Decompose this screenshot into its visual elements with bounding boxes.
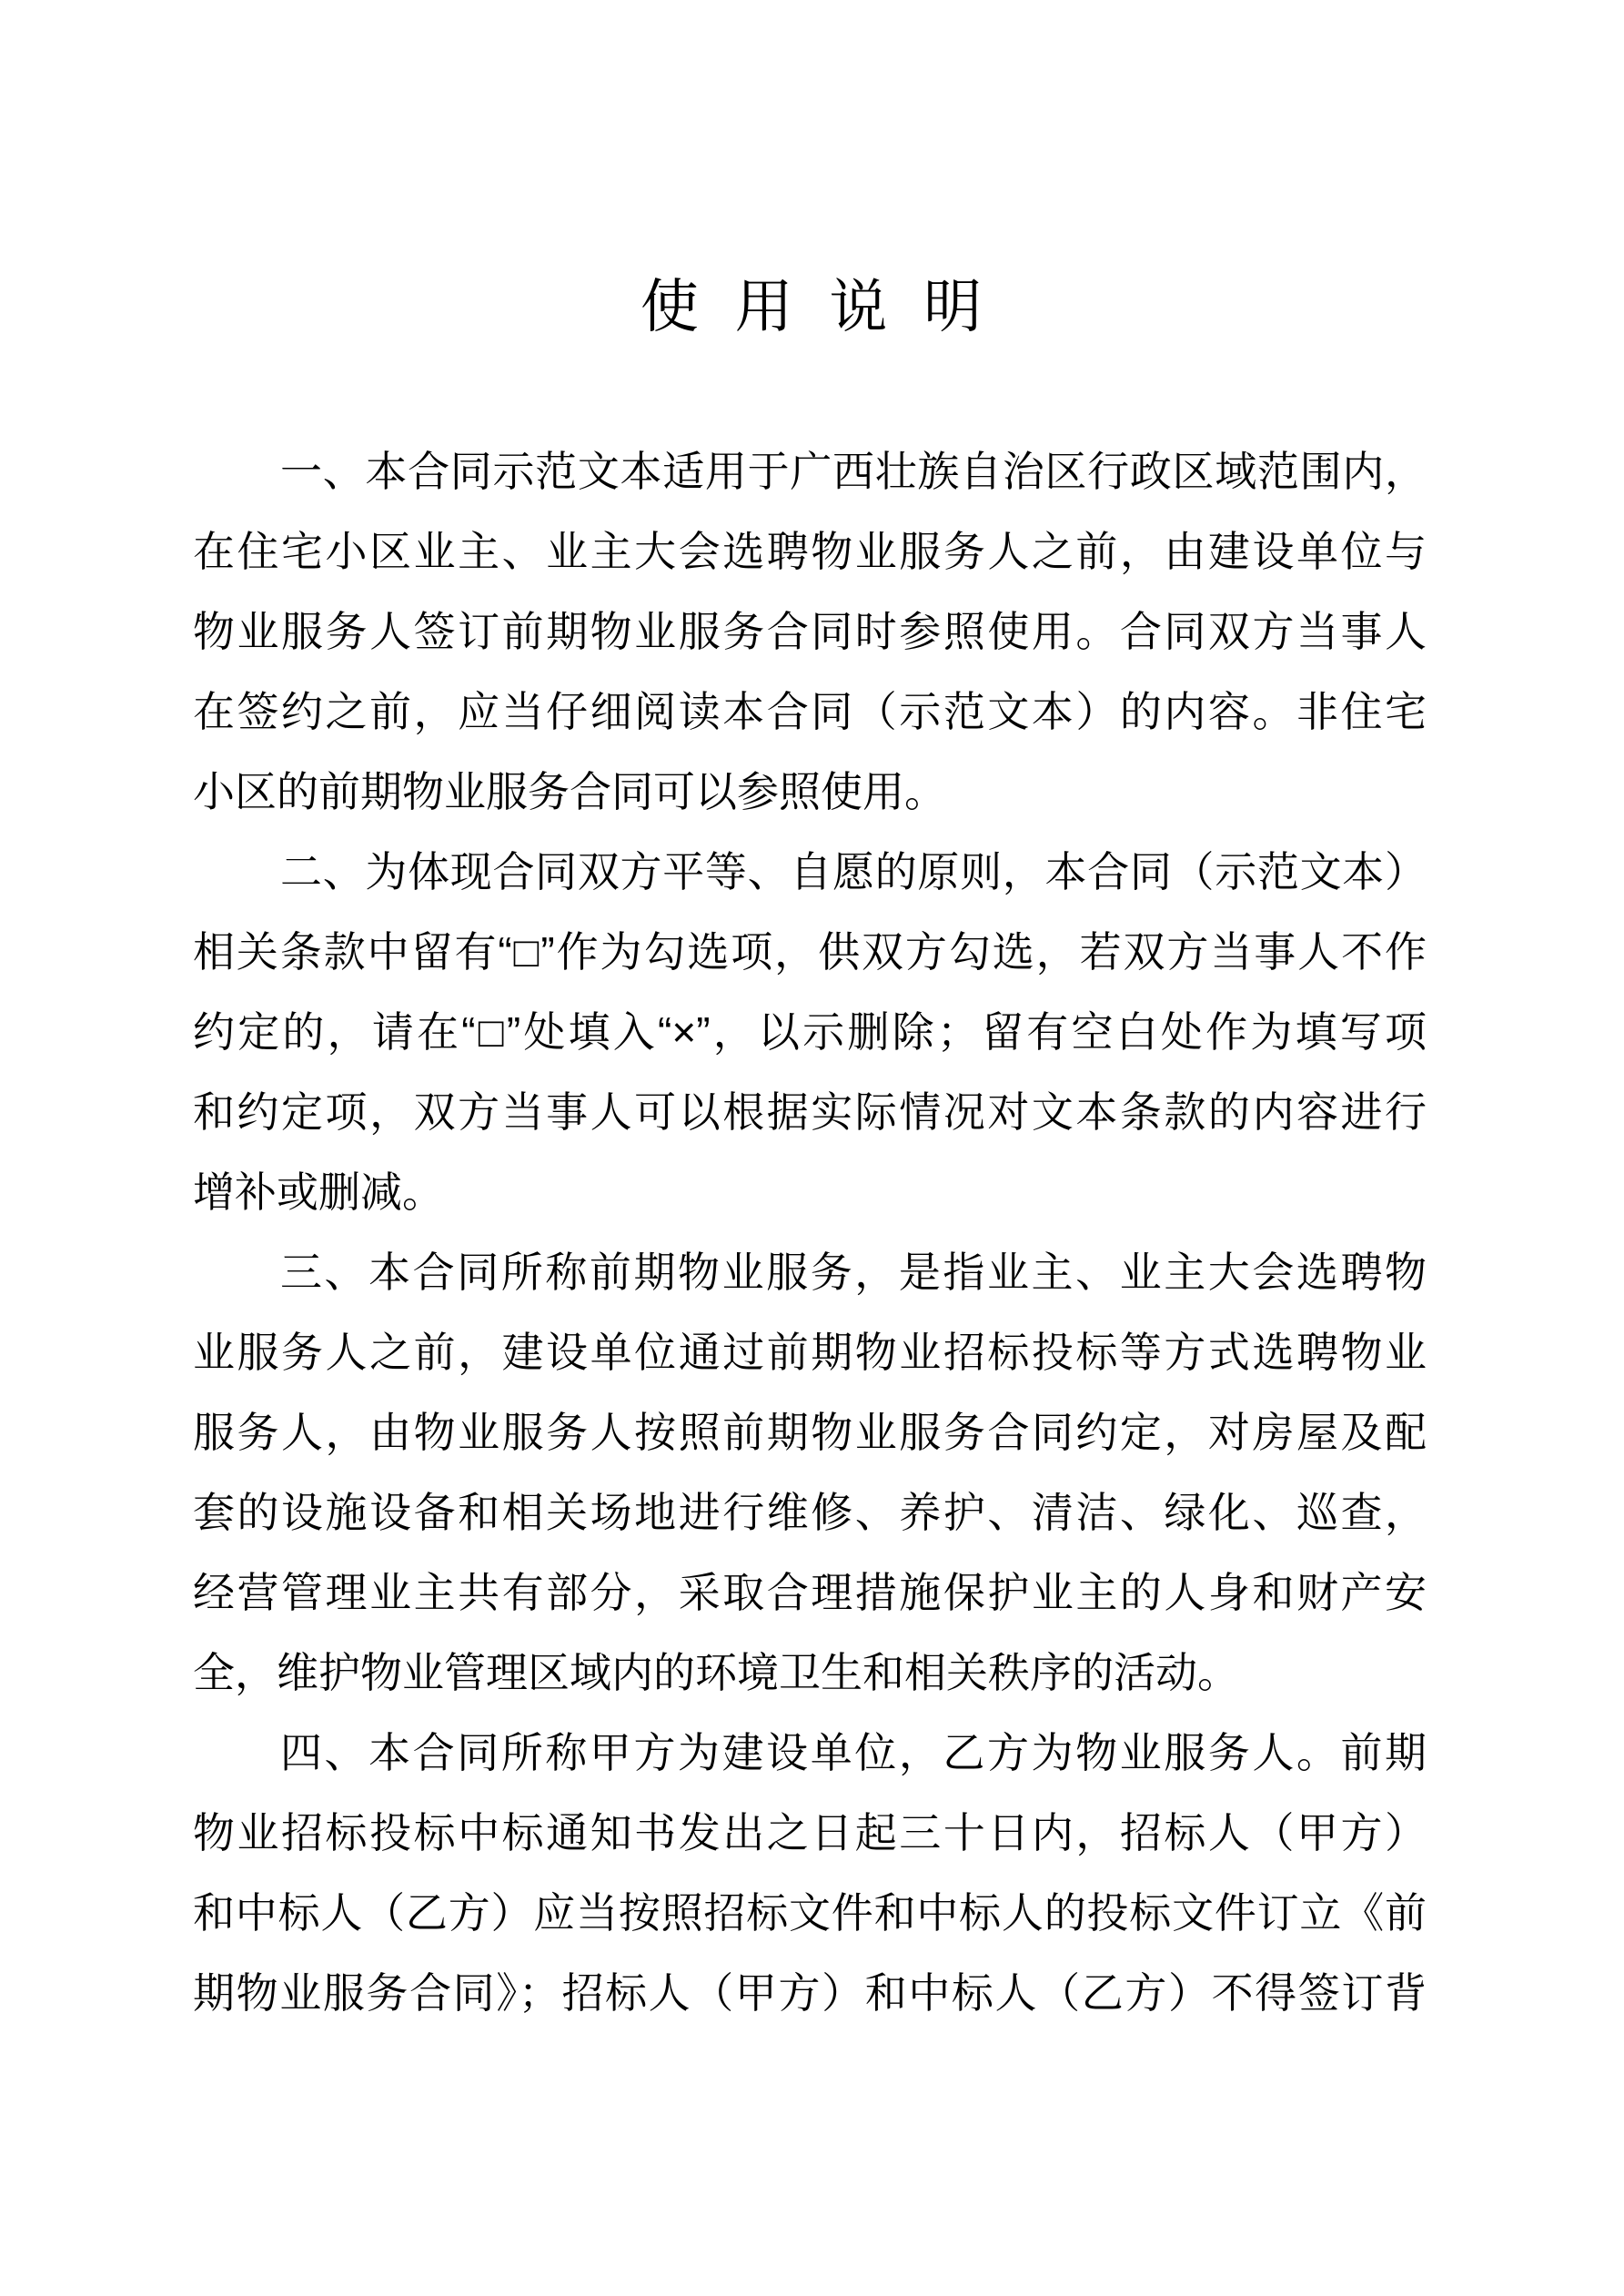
- text-line: 二、为体现合同双方平等、自愿的原则，本合同（示范文本）: [280, 848, 1427, 895]
- text-line: 相关条款中留有“□”作为勾选项，供双方勾选，若双方当事人不作: [193, 928, 1427, 976]
- text-line: 物业服务人签订前期物业服务合同时参照使用。合同双方当事人: [193, 608, 1427, 655]
- page-title: 使 用 说 明: [640, 274, 984, 339]
- text-line: 一、本合同示范文本适用于广西壮族自治区行政区域范围内，: [280, 448, 1427, 495]
- text-line: 小区的前期物业服务合同可以参照使用。: [193, 768, 946, 815]
- text-line: 和约定项，双方当事人可以根据实际情况对文本条款的内容进行: [193, 1088, 1427, 1136]
- text-line: 在住宅小区业主、业主大会选聘物业服务人之前，由建设单位与: [193, 528, 1427, 575]
- text-line: 物业招标投标中标通知书发出之日起三十日内，招标人（甲方）: [193, 1809, 1427, 1856]
- text-line: 三、本合同所称前期物业服务，是指业主、业主大会选聘物: [280, 1249, 1427, 1296]
- text-line: 套的设施设备和相关场地进行维修、养护、清洁、绿化、巡查，: [193, 1489, 1427, 1536]
- text-line: 在签约之前，应当仔细阅读本合同（示范文本）的内容。非住宅: [193, 688, 1427, 735]
- paragraph-4: [193, 1713, 1427, 2033]
- text-line: 全，维护物业管理区域内的环境卫生和相关秩序的活动。: [193, 1649, 1239, 1696]
- text-line: 期物业服务合同》；招标人（甲方）和中标人（乙方）不得签订背: [193, 1969, 1427, 2017]
- paragraph-2: [193, 832, 1427, 1232]
- text-line: 增补或删减。: [193, 1168, 444, 1216]
- text-line: 和中标人（乙方）应当按照招标文件和中标人的投标文件订立《前: [193, 1889, 1427, 1937]
- text-line: 经营管理业主共有部分，采取合理措施保护业主的人身和财产安: [193, 1569, 1427, 1616]
- document-body: [193, 431, 1427, 2033]
- text-line: 四、本合同所称甲方为建设单位，乙方为物业服务人。前期: [280, 1729, 1427, 1776]
- text-line: 约定的，请在“□”处填入“×”，以示删除；留有空白处作为填写项: [193, 1008, 1427, 1056]
- paragraph-3: [193, 1232, 1427, 1713]
- text-line: 业服务人之前，建设单位通过前期物业招标投标等方式选聘物业: [193, 1329, 1427, 1376]
- paragraph-1: [193, 431, 1427, 832]
- text-line: 服务人，由物业服务人按照前期物业服务合同约定，对房屋及配: [193, 1409, 1427, 1456]
